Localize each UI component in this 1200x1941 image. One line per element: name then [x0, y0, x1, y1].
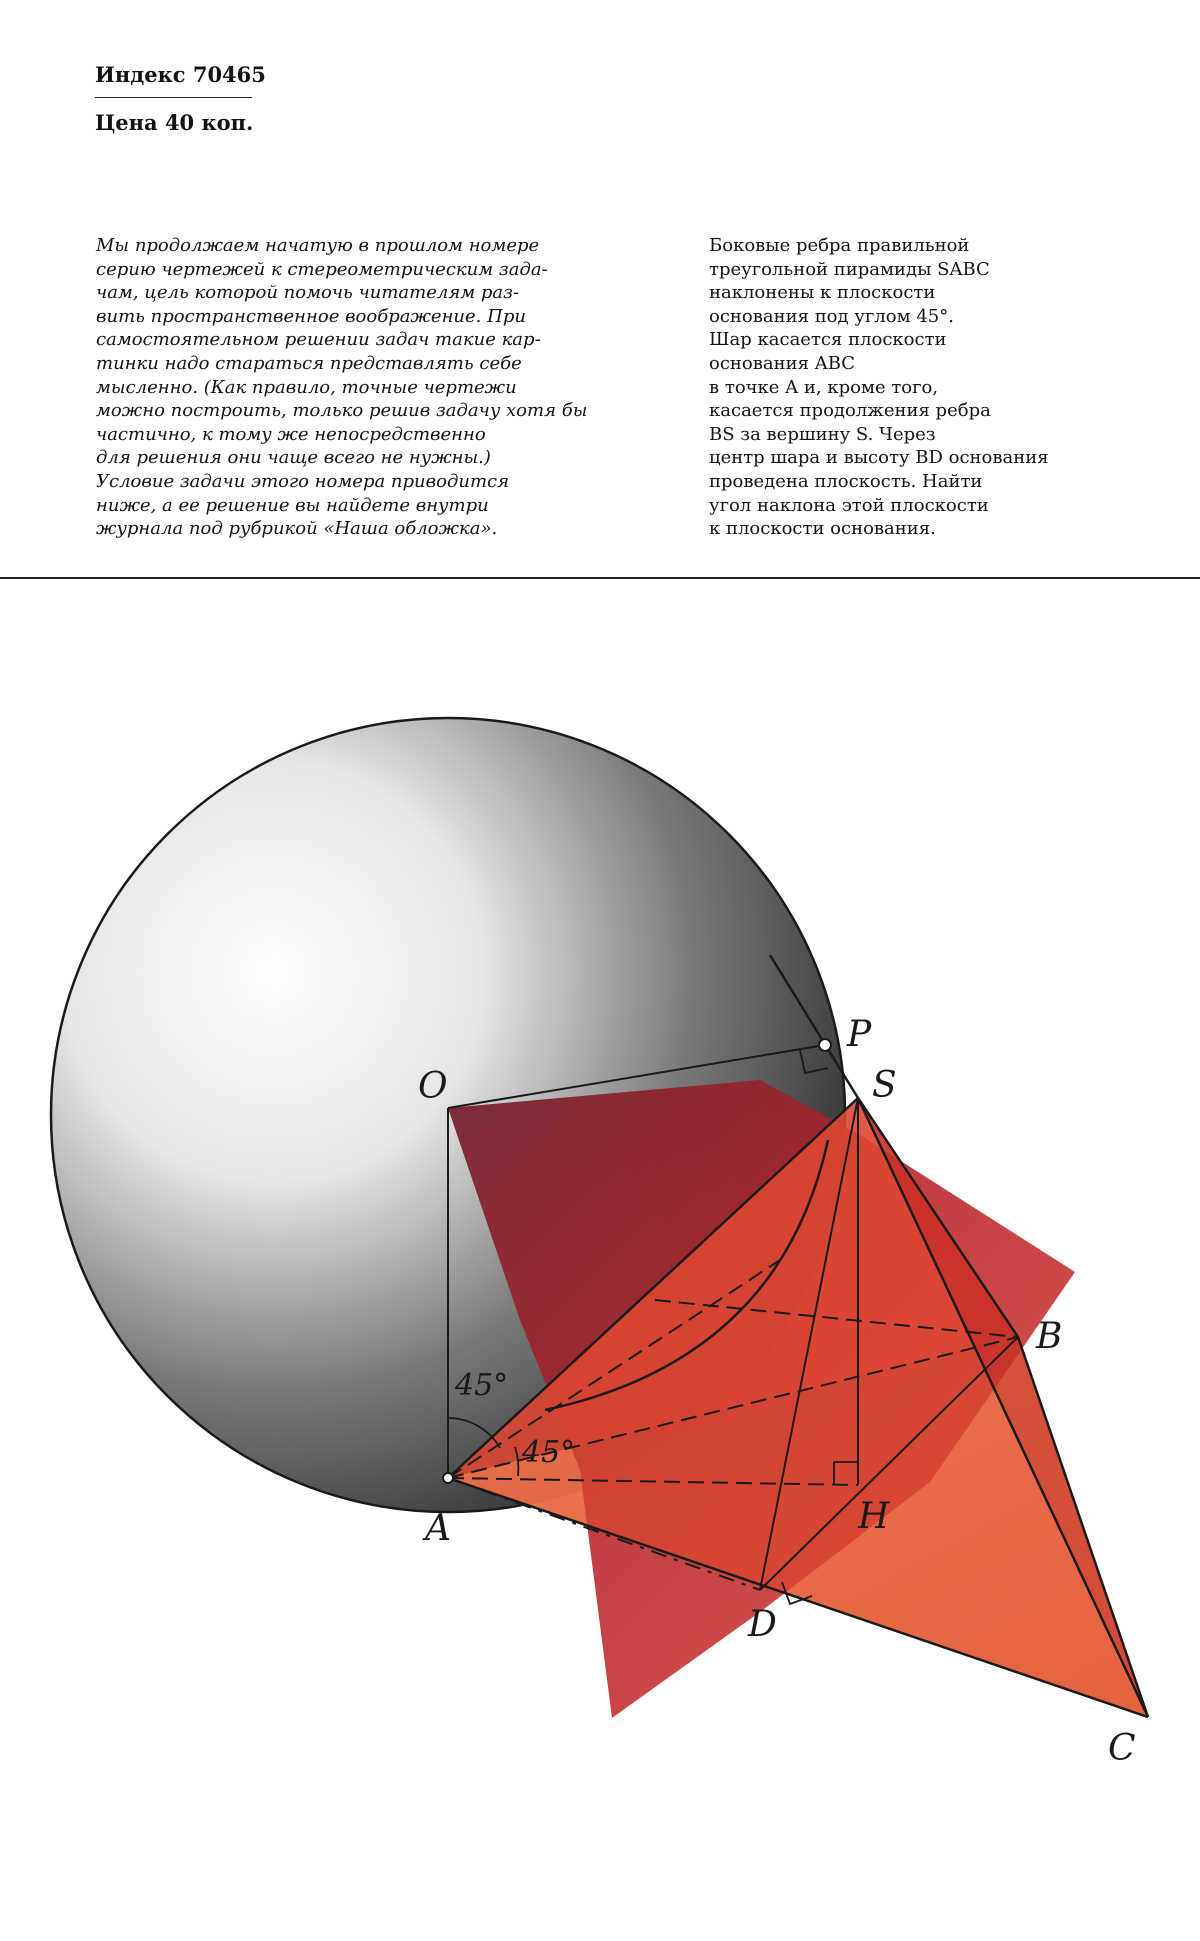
- price: Цена 40 коп.: [95, 110, 254, 135]
- intro-line: мысленно. (Как правило, точные чертежи: [96, 376, 517, 398]
- problem-line: касается продолжения ребра: [709, 400, 991, 422]
- intro-line: ниже, а ее решение вы найдете внутри: [96, 494, 489, 516]
- intro-line: вить пространственное воображение. При: [96, 305, 526, 327]
- problem-line: проведена плоскость. Найти: [709, 470, 983, 492]
- problem-line: основания под углом 45°.: [709, 305, 954, 327]
- problem-line: центр шара и высоту BD основания: [709, 447, 1049, 469]
- problem-line: в точке A и, кроме того,: [709, 376, 939, 398]
- label-p: P: [847, 1014, 872, 1055]
- angle-label-1: 45°: [455, 1368, 509, 1403]
- intro-line: чам, цель которой помочь читателям раз-: [96, 282, 520, 304]
- intro-line: Мы продолжаем начатую в прошлом номере: [96, 235, 540, 256]
- index-number: Индекс 70465: [95, 62, 266, 87]
- label-b: B: [1036, 1316, 1063, 1357]
- label-a: A: [425, 1508, 451, 1549]
- intro-line: Условие задачи этого номера приводится: [96, 470, 510, 492]
- point-a: [443, 1473, 453, 1483]
- intro-line: можно построить, только решив задачу хотя бы: [96, 400, 588, 422]
- label-s: S: [872, 1065, 897, 1106]
- problem-line: BS за вершину S. Через: [709, 423, 936, 445]
- problem-line: треугольной пирамиды SABC: [709, 258, 990, 280]
- label-d: D: [748, 1604, 777, 1645]
- intro-line: частично, к тому же непосредственно: [96, 423, 486, 445]
- problem-line: к плоскости основания.: [709, 518, 936, 540]
- intro-line: серию чертежей к стереометрическим зада-: [96, 258, 548, 280]
- problem-line: основания ABC: [709, 352, 856, 374]
- problem-line: Шар касается плоскости: [709, 329, 947, 351]
- label-c: C: [1108, 1728, 1136, 1769]
- intro-line: самостоятельном решении задач такие кар-: [96, 329, 541, 351]
- problem-line: угол наклона этой плоскости: [709, 494, 989, 516]
- label-o: O: [418, 1066, 448, 1107]
- problem-line: наклонены к плоскости: [709, 282, 936, 304]
- point-p: [819, 1039, 831, 1051]
- angle-label-2: 45°: [522, 1435, 576, 1470]
- intro-line: для решения они чаще всего не нужны.): [96, 447, 491, 469]
- problem-line: Боковые ребра правильной: [709, 235, 970, 256]
- intro-line: тинки надо стараться представлять себе: [96, 352, 522, 374]
- intro-line: журнала под рубрикой «Наша обложка».: [96, 518, 498, 540]
- label-h: H: [858, 1496, 890, 1537]
